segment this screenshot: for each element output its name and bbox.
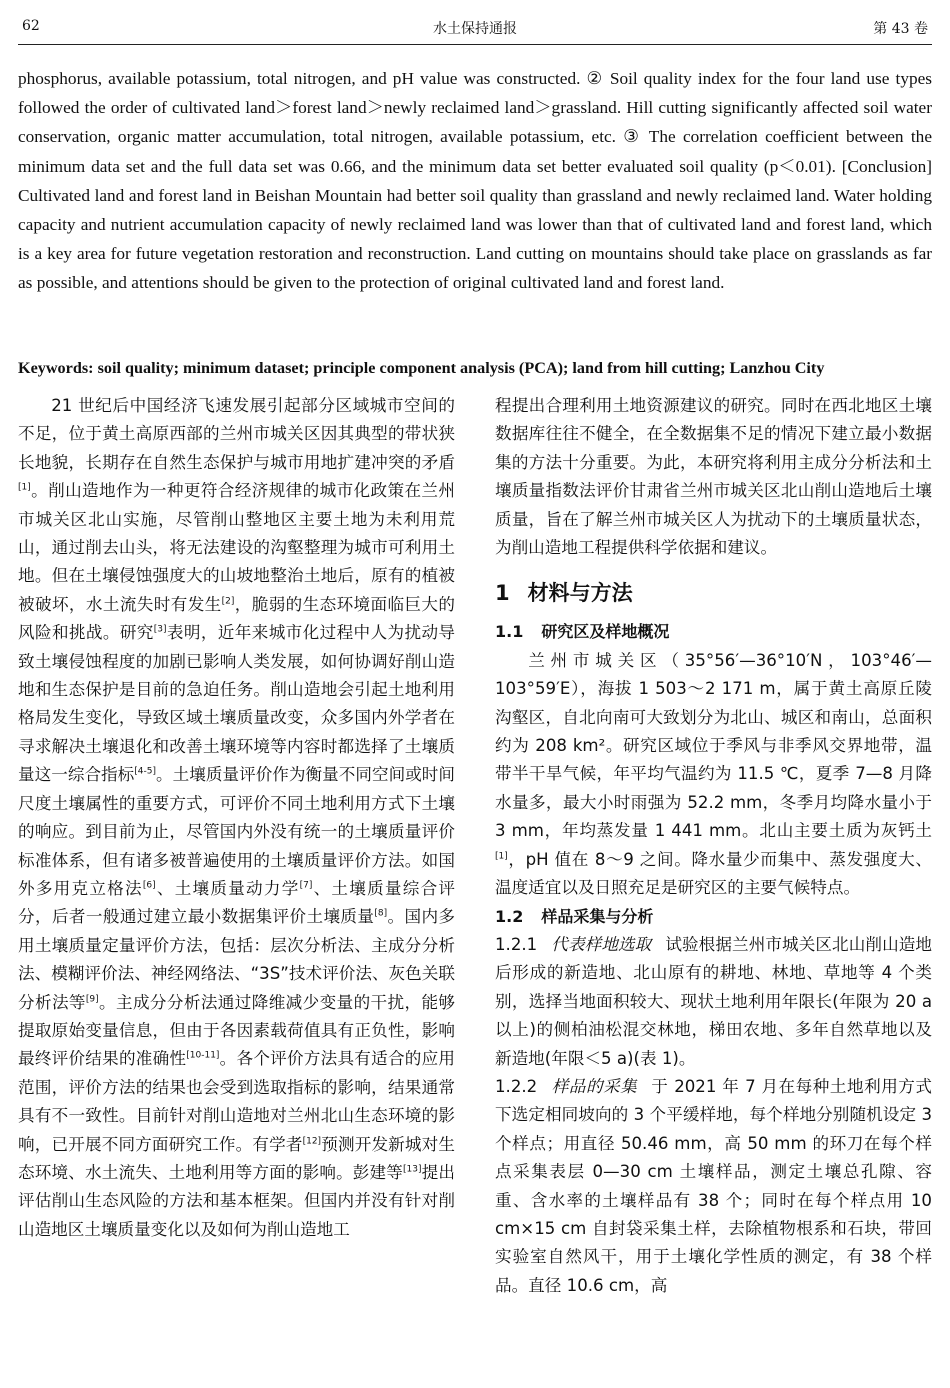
- intro-text-2: 。削山造地作为一种更符合经济规律的城市化政策在兰州市城关区北山实施，尽管削山整地区主要土地为未利用荒山，通过削去山头，将无法建设的沟壑整理为城市可利用土地。但在土壤侵蚀强度大的山坡地整治土地后，原有的植被被破坏，水土流失时有发生: [18, 481, 455, 614]
- subsection-heading-1-1: [495, 618, 932, 646]
- intro-text-4: 表明，近年来城市化过程中人为扰动导致土壤侵蚀程度的加剧已影响人类发展，如何协调好削山造地和生态保护是目前的急迫任务。削山造地会引起土地利用格局发生变化，导致区域土壤质量改变，众多国内外学者在寻求解决土壤退化和改善土壤环境等内容时都选择了土壤质量这一综合指标: [18, 623, 456, 785]
- citation-ref: [7]: [299, 880, 313, 891]
- intro-continued: 程提出合理利用土地资源建议的研究。同时在西北地区土壤数据库往往不健全，在全数据集不足的情况下建立最小数据集的方法十分重要。为此，本研究将利用主成分分析法和土壤质量指数法评价甘肃省兰州市城关区北山削山造地后土壤质量，旨在了解兰州市城关区人为扰动下的土壤质量状态，为削山造地工程提供科学依据和建议。: [495, 396, 932, 558]
- intro-text-8: 。国内多用土壤质量定量评价方法，包括：层次分析法、主成分分析法、模糊评价法、神经网络法、“3S”技术评价法、灰色关联分析法等: [18, 907, 456, 1012]
- subsection-heading-1-2: [495, 903, 932, 931]
- citation-ref: [10-11]: [186, 1050, 220, 1061]
- left-column: [18, 392, 455, 1244]
- subsubsection-title: 代表样地选取: [551, 934, 652, 954]
- page-header: [18, 14, 932, 45]
- citation-ref: [3]: [153, 624, 167, 635]
- citation-ref: [12]: [302, 1136, 322, 1147]
- citation-ref: [9]: [85, 994, 99, 1004]
- citation-ref: [1]: [18, 482, 31, 493]
- intro-text-11: 预测开发新城对生态环境、水土流失、土地利用等方面的影响。彭建等: [18, 1134, 456, 1182]
- intro-text-5: 。土壤质量评价作为衡量不同空间或时间尺度土壤属性的重要方式，可评价不同土地利用方式下土壤的响应。到目前为止，尽管国内外没有统一的土壤质量评价标准体系，但有诸多被普遍使用的土壤质量评价方法。如国外多用克立格法: [18, 765, 456, 898]
- study-area-text-2: ，pH 值在 8～9 之间。降水量少而集中、蒸发强度大、温度适宜以及日照充足是研究区的主要气候特点。: [495, 849, 932, 898]
- page-number: 62: [22, 18, 40, 34]
- intro-paragraph: [18, 392, 455, 1244]
- subsection-title: 样品采集与分析: [541, 906, 654, 926]
- volume-label: 第 43 卷: [873, 21, 928, 37]
- intro-text-7: 、土壤质量综合评分，后者一般通过建立最小数据集评价土壤质量: [18, 878, 456, 927]
- section-title: 材料与方法: [527, 581, 633, 606]
- study-area-paragraph: [495, 647, 932, 903]
- intro-text-6: 、土壤质量动力学: [155, 878, 300, 898]
- subsubsection-1-2-2: [495, 1073, 932, 1300]
- subsection-title: 研究区及样地概况: [541, 622, 670, 642]
- section-heading-1: [495, 578, 932, 608]
- section-number: 1: [495, 581, 510, 606]
- subsubsection-text: 试验根据兰州市城关区北山削山造地后形成的新造地、北山原有的耕地、林地、草地等 4 个类别，选择当地面积较大、现状土地利用年限长(年限为 20 a 以上)的侧柏油松混交林地，梯田农地、多年自然草地以及新造地(年限＜5 a)(表 1)。: [495, 934, 933, 1068]
- keywords-line: Keywords: soil quality; minimum dataset; principle component analysis (PCA); land from hill cutting; Lanzhou City: [18, 359, 825, 377]
- intro-text-9: 。主成分分析法通过降维减少变量的干扰，能够提取原始变量信息，但由于各因素载荷值具有正负性，影响最终评价结果的准确性: [18, 992, 456, 1069]
- study-area-text-1: 兰州市城关区（35°56′—36°10′N，103°46′—103°59′E），海拔 1 503～2 171 m，属于黄土高原丘陵沟壑区，自北向南可大致划分为北山、城区和南山，总面积约为 208 km²。研究区域位于季风与非季风交界地带，温带半干旱气候，年平均气温约为 11.5 ℃，夏季 7—8 月降水量多，最大小时雨强为 52.2 mm，冬季月均降水量小于 3 mm，年均蒸发量 1 441 mm。北山主要土质为灰钙土: [495, 650, 932, 841]
- subsubsection-1-2-1: [495, 931, 932, 1073]
- intro-text-12: 提出评估削山生态风险的方法和基本框架。但国内并没有针对削山造地区土壤质量变化以及如何为削山造地工: [18, 1162, 456, 1239]
- subsubsection-number: 1.2.1: [495, 934, 538, 954]
- subsubsection-text: 于 2021 年 7 月在每种土地利用方式下选定相同坡向的 3 个平缓样地，每个样地分别随机设定 3 个样点；用直径 50.46 mm，高 50 mm 的环刀在每个样点采集表层 0—30 cm 土壤样品，测定土壤总孔隙、容重、含水率的土壤样品有 38 个；同时在每个样点用 10 cm×15 cm 自封袋采集土样，去除植物根系和石块，带回实验室自然风干，用于土壤化学性质的测定，有 38 个样品。直径 10.6 cm，高: [495, 1076, 933, 1295]
- intro-text-10: 。各个评价方法具有适合的应用范围，评价方法的结果也会受到选取指标的影响，结果通常具有不一致性。目前针对削山造地对兰州北山生态环境的影响，已开展不同方面研究工作。有学者: [18, 1049, 456, 1154]
- subsection-number: 1.1: [495, 622, 524, 642]
- right-column: [495, 392, 932, 1300]
- english-abstract: phosphorus, available potassium, total nitrogen, and pH value was constructed. ② Soil quality index for the four land use types followed the order of cultivated land＞forest land＞newly reclaimed land＞grassland. Hill cutting significantly affected soil water conservation, organic matter accumulation, total nitrogen, available potassium, etc. ③ The correlation coefficient between the minimum data set and the full data set was 0.66, and the minimum data set better evaluated soil quality (p＜0.01). [Conclusion] Cultivated land and forest land in Beishan Mountain had better soil quality than grassland and newly reclaimed land. Water holding capacity and nutrient accumulation capacity of newly reclaimed land was lower than that of cultivated land and forest land, which is a key area for future vegetation restoration and reconstruction. Land cutting on mountains should take place on grasslands as far as possible, and attentions should be given to the protection of original cultivated land and forest land.: [18, 69, 932, 293]
- citation-ref: [13]: [403, 1164, 422, 1175]
- citation-ref: [8]: [374, 908, 388, 919]
- citation-ref: [4-5]: [134, 766, 157, 777]
- intro-text-1: 21 世纪后中国经济飞速发展引起部分区域城市空间的不足，位于黄土高原西部的兰州市城关区因其典型的带状狭长地貌，长期存在自然生态保护与城市用地扩建冲突的矛盾: [18, 396, 455, 472]
- citation-ref: [1]: [495, 851, 508, 862]
- citation-ref: [2]: [221, 596, 235, 607]
- citation-ref: [6]: [142, 880, 156, 891]
- subsubsection-number: 1.2.2: [495, 1076, 538, 1096]
- subsection-number: 1.2: [495, 906, 524, 926]
- subsubsection-title: 样品的采集: [551, 1076, 638, 1096]
- intro-text-3: ，脆弱的生态环境面临巨大的风险和挑战。研究: [18, 594, 455, 643]
- journal-title: 水土保持通报: [433, 21, 517, 37]
